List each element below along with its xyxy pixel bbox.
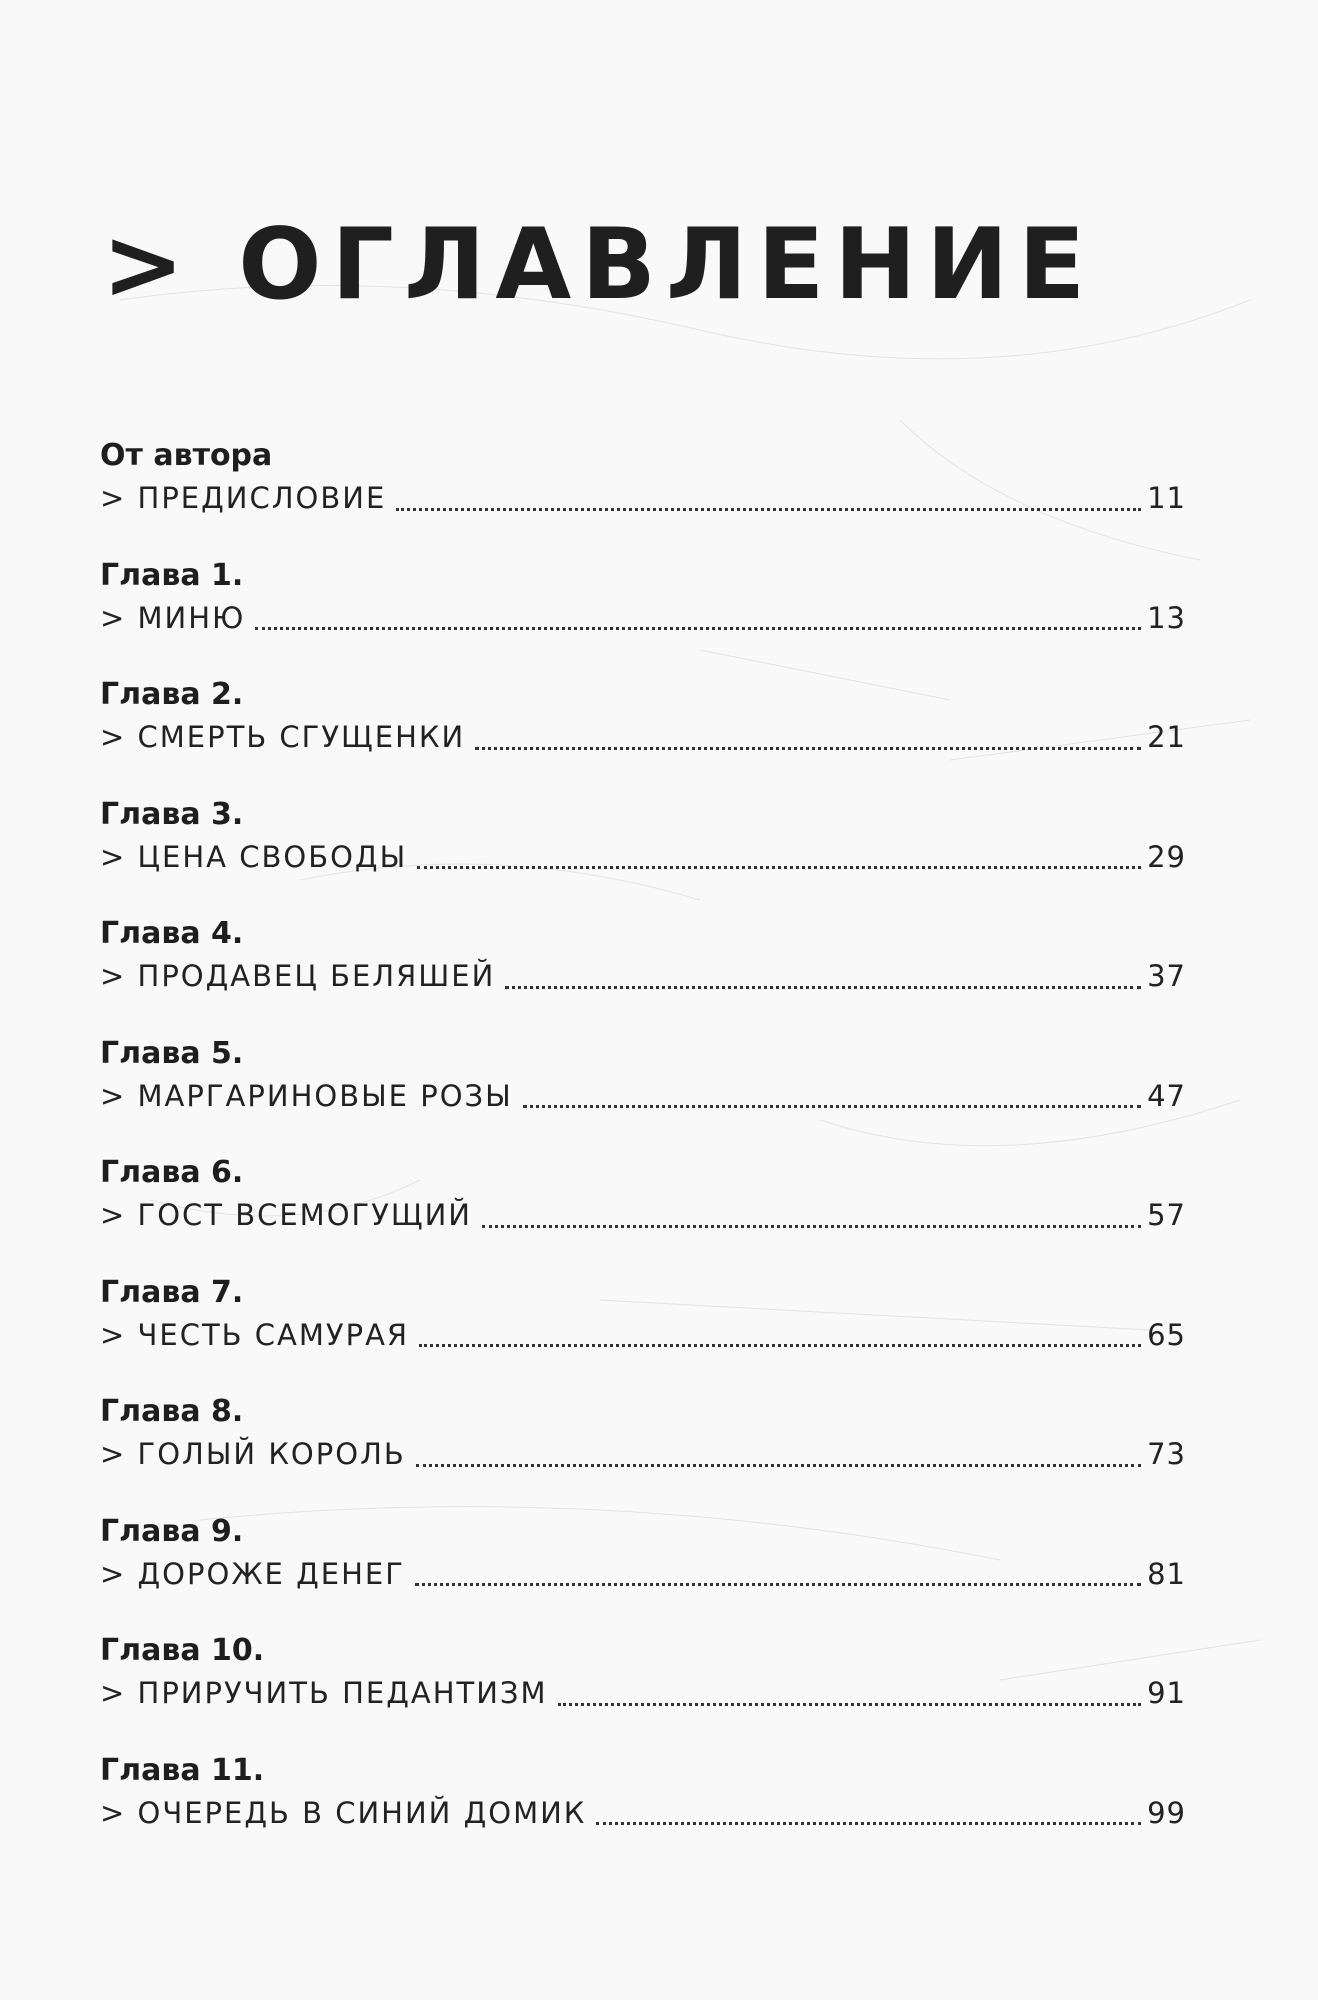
page-number: 37	[1147, 959, 1186, 993]
toc-entry-chapter-4	[100, 914, 1186, 1034]
dot-leader	[417, 866, 1141, 869]
toc-entry-chapter-9	[100, 1512, 1186, 1632]
toc-entry-chapter-7	[100, 1273, 1186, 1393]
page-title: > ОГЛАВЛЕНИЕ	[102, 208, 1096, 322]
chapter-title: > ЧЕСТЬ САМУРАЯ	[100, 1317, 410, 1352]
chapter-label: Глава 2.	[100, 677, 244, 712]
page-number: 11	[1147, 481, 1186, 515]
toc-line[interactable]	[100, 1195, 1186, 1235]
page-number: 57	[1147, 1198, 1186, 1232]
chapter-label: Глава 3.	[100, 796, 244, 832]
dot-leader	[415, 1583, 1141, 1586]
chapter-label: Глава 10.	[100, 1633, 265, 1668]
toc-entry-chapter-2	[100, 675, 1186, 795]
chapter-title: > МИНЮ	[100, 600, 246, 635]
toc-line[interactable]	[100, 1554, 1186, 1594]
table-of-contents	[100, 436, 1186, 1870]
dot-leader	[396, 508, 1141, 511]
chapter-label: Глава 5.	[100, 1035, 244, 1071]
page-number: 65	[1147, 1317, 1186, 1352]
dot-leader	[419, 1344, 1141, 1347]
chapter-title: > СМЕРТЬ СГУЩЕНКИ	[100, 720, 466, 754]
dot-leader	[482, 1225, 1141, 1228]
chapter-label: Глава 4.	[100, 916, 244, 951]
page-number: 13	[1147, 600, 1186, 635]
chapter-title: > ЦЕНА СВОБОДЫ	[100, 839, 408, 874]
toc-entry-chapter-5	[100, 1034, 1186, 1154]
dot-leader	[475, 747, 1141, 750]
chapter-title: > ГОЛЫЙ КОРОЛЬ	[100, 1437, 406, 1471]
chapter-label: Глава 11.	[100, 1752, 265, 1788]
toc-entry-chapter-10	[100, 1631, 1186, 1751]
dot-leader	[505, 986, 1141, 989]
chapter-label: От автора	[100, 438, 273, 473]
dot-leader	[416, 1464, 1141, 1467]
chapter-label: Глава 9.	[100, 1513, 244, 1549]
chapter-label: Глава 7.	[100, 1274, 244, 1310]
page-number: 91	[1147, 1676, 1186, 1710]
toc-entry-preface	[100, 436, 1186, 556]
chapter-label: Глава 1.	[100, 557, 244, 593]
chapter-label: Глава 8.	[100, 1394, 244, 1429]
page-number: 81	[1147, 1556, 1186, 1591]
toc-entry-chapter-8	[100, 1392, 1186, 1512]
chapter-title: > ПРИРУЧИТЬ ПЕДАНТИЗМ	[100, 1676, 548, 1710]
chapter-title: > ПРЕДИСЛОВИЕ	[100, 481, 387, 515]
toc-line[interactable]	[100, 1673, 1186, 1713]
chapter-title: > ПРОДАВЕЦ БЕЛЯШЕЙ	[100, 959, 496, 993]
dot-leader	[523, 1105, 1141, 1108]
page-number: 29	[1147, 839, 1186, 874]
toc-line[interactable]	[100, 837, 1186, 877]
page-number: 99	[1147, 1795, 1186, 1830]
page-number: 47	[1147, 1078, 1186, 1113]
toc-entry-chapter-3	[100, 795, 1186, 915]
toc-entry-chapter-11	[100, 1751, 1186, 1871]
toc-line[interactable]	[100, 598, 1186, 638]
dot-leader	[596, 1822, 1141, 1825]
page-number: 21	[1147, 720, 1186, 754]
chapter-title: > ГОСТ ВСЕМОГУЩИЙ	[100, 1198, 472, 1232]
page-number: 73	[1147, 1437, 1186, 1471]
toc-entry-chapter-1	[100, 556, 1186, 676]
chapter-label: Глава 6.	[100, 1155, 244, 1190]
toc-entry-chapter-6	[100, 1153, 1186, 1273]
toc-line[interactable]	[100, 1315, 1186, 1355]
dot-leader	[558, 1703, 1142, 1706]
toc-line[interactable]	[100, 717, 1186, 757]
chapter-title: > ДОРОЖЕ ДЕНЕГ	[100, 1556, 405, 1591]
toc-line[interactable]	[100, 1434, 1186, 1474]
toc-line[interactable]	[100, 1076, 1186, 1116]
chapter-title: > ОЧЕРЕДЬ В СИНИЙ ДОМИК	[100, 1795, 587, 1830]
dot-leader	[255, 627, 1141, 630]
toc-line[interactable]	[100, 478, 1186, 518]
chapter-title: > МАРГАРИНОВЫЕ РОЗЫ	[100, 1078, 513, 1113]
toc-line[interactable]	[100, 956, 1186, 996]
toc-line[interactable]	[100, 1793, 1186, 1833]
